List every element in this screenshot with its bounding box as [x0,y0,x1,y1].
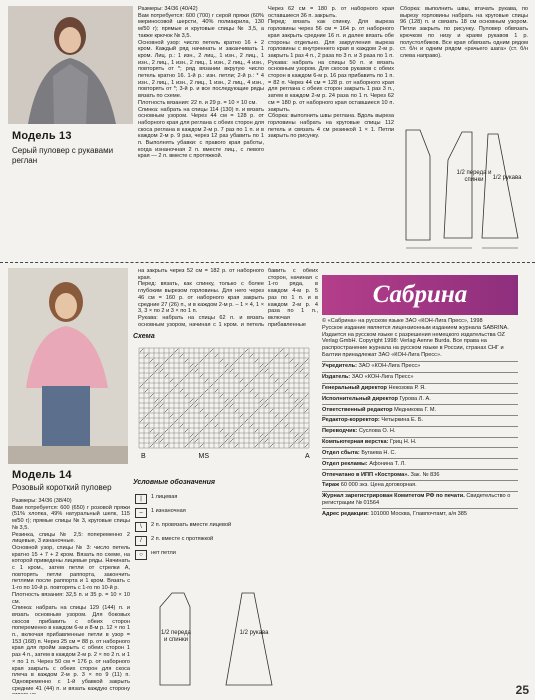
stitch-mark [300,364,303,367]
stitch-mark [220,359,223,362]
stitch-mark [265,399,268,402]
stitch-mark [225,364,228,367]
stitch-mark [290,359,293,362]
stitch-mark [190,434,193,437]
stitch-mark [165,394,168,397]
stitch-mark [205,424,208,427]
legend-title: Условные обозначения [133,479,216,486]
stitch-mark [180,389,183,392]
section-divider [0,262,535,263]
stitch-mark [185,394,188,397]
stitch-mark [205,354,208,357]
imprint-row: Компьютерная верстка: Гриц Н. Н. [322,437,518,448]
stitch-mark [300,369,303,372]
stitch-mark [190,364,193,367]
stitch-mark [180,414,183,417]
stitch-mark [235,429,238,432]
stitch-mark [215,414,218,417]
model13-text-col1: Размеры: 34/36 (40/42) Вам потребуется: 600 (700) г серой пряжи (60% мериносовой шерсти, 40% полиакрила, 130 м/50 г); прямые и круговые спицы № 3,5, а также крючок № 3,5. Основной узор: число петель кратно 16 + 2 кром. Каждый ряд начинать и заканчивать 1 кром. Лиц. р.: 1 изн., 2 лиц., 1 изн., 2 лиц., 1 изн., 2 лиц., 1 изн., 2 лиц., 1 изн., 2 лиц., 4 изн., повторять от *; ряд вязании вкругую число петель кратно 16. 1-й р.: изн. петли; 2-й р.: * 4 изн., 2 лиц., 1 изн., 2 лиц., 1 изн., 2 лиц., 4 изн., повторять от *; 3-й р. и все последующие ряды вязать по схеме. Плотность вязания: 22 п. и 29 р. = 10 × 10 см. Спинка: набрать на спицы 114 (130) п. и вязать основным узором. Через 44 см = 128 р. от наборного края для реглана с обеих сторон для скоса реглана в каждом 2-м р. 7 раз по 1 п. и в каждом 2-м р. 9 раз, через 12 раз убавить по 1 п. Выполнять убавки: с правого края работы, когда изнаночная 2 п. вместе лиц., с левого края — 2 п. вместе с протяжкой. [138,6,264,160]
model13-pattern-sleeve-label: 1/2 рукава [492,175,522,181]
stitch-mark [140,419,143,422]
imprint-row: Отпечатано в ИПП «Кострома». Зак. № 836 [322,469,518,480]
stitch-mark [190,369,193,372]
stitch-mark [240,414,243,417]
stitch-mark [285,389,288,392]
stitch-mark [300,404,303,407]
stitch-mark [255,409,258,412]
stitch-mark [295,404,298,407]
stitch-mark [195,364,198,367]
stitch-mark [300,399,303,402]
stitch-mark [295,439,298,442]
stitch-mark [230,439,233,442]
model13-pattern-diagram [400,120,530,260]
stitch-mark [190,439,193,442]
stitch-mark [215,389,218,392]
legend-item: | 1 лицевая [135,494,310,504]
sabrina-logo: Сабрина [322,275,518,315]
stitch-mark [220,374,223,377]
stitch-mark [160,434,163,437]
stitch-mark [230,434,233,437]
imprint-row: Отдел сбыта: Бугаева Н. С. [322,447,518,458]
stitch-mark [290,444,293,447]
stitch-mark [205,389,208,392]
stitch-mark [260,369,263,372]
stitch-grid [139,348,309,448]
stitch-mark [150,429,153,432]
stitch-mark [215,354,218,357]
stitch-mark [230,364,233,367]
stitch-mark [155,439,158,442]
imprint-row: Тираж 60 000 экз. Цена договорная. [322,480,518,491]
schema-marker: A [305,453,310,460]
stitch-mark [150,409,153,412]
imprint-row: Учредитель: ЗАО «КОН-Лига Пресс» [322,361,518,372]
stitch-mark [170,389,173,392]
stitch-mark [255,429,258,432]
stitch-mark [140,349,143,352]
stitch-mark [200,394,203,397]
stitch-mark [150,394,153,397]
stitch-mark [215,424,218,427]
stitch-mark [305,429,308,432]
stitch-mark [230,404,233,407]
stitch-mark [200,429,203,432]
stitch-mark [240,389,243,392]
stitch-mark [250,379,253,382]
model14-photo [8,268,128,464]
model14-text-top-col2: бавить с обеих сторон, начиная с 1-го ряда, в каждом 4-м р. 5 раз по 1 п. и в каждом 2-м р. 4 раза по 1 п., включая прибавленные [268,268,318,328]
stitch-mark [265,369,268,372]
stitch-mark [270,394,273,397]
stitch-mark [175,349,178,352]
stitch-mark [255,394,258,397]
stitch-mark [140,384,143,387]
model13-photo [8,6,133,124]
stitch-mark [165,409,168,412]
stitch-mark [235,409,238,412]
stitch-mark [285,414,288,417]
stitch-mark [240,379,243,382]
stitch-mark [260,404,263,407]
stitch-mark [210,349,213,352]
stitch-mark [230,369,233,372]
stitch-mark [185,444,188,447]
stitch-mark [155,364,158,367]
stitch-mark [290,394,293,397]
stitch-mark [275,354,278,357]
imprint-row: Генеральный директор Некозова Р. Я. [322,383,518,394]
stitch-mark [190,399,193,402]
imprint-row: Ответственный редактор Медникова Г. М. [322,404,518,415]
stitch-mark [220,409,223,412]
stitch-mark [295,364,298,367]
stitch-mark [210,419,213,422]
stitch-mark [235,359,238,362]
stitch-mark [185,374,188,377]
stitch-mark [180,424,183,427]
model14-subtitle: Розовый короткий пуловер [12,483,112,492]
stitch-mark [235,394,238,397]
stitch-mark [255,359,258,362]
stitch-mark [300,439,303,442]
stitch-mark [290,374,293,377]
stitch-mark [240,354,243,357]
stitch-mark [225,439,228,442]
stitch-mark [250,414,253,417]
legend [135,494,310,564]
stitch-mark [220,394,223,397]
schema-marker: B [141,453,146,460]
stitch-mark [225,399,228,402]
stitch-mark [170,424,173,427]
stitch-mark [150,374,153,377]
stitch-mark [225,369,228,372]
stitch-mark [235,444,238,447]
model13-pattern-front-label: 1/2 переда и спинки [456,170,492,184]
stitch-mark [165,429,168,432]
imprint-row: Переводчик: Суслова О. Н. [322,426,518,437]
stitch-mark [220,429,223,432]
model14-text-top-col1: на закрыть через 52 см = 182 р. от наборного края. Перед: вязать, как спинку, только с более глубоким вырезом горловины. Для него через 46 см = 160 р. от наборного края закрыть средние 27 (26) п., и в каждом 2-м р. – 1 × 4, 1 × 3, 3 × по 2 и 3 × по 1 п. Рукава: набрать на спицы 62 п. и вязать основным узором, начиная с 1 кром. и петель [138,268,264,328]
stitch-mark [245,384,248,387]
stitch-mark [155,369,158,372]
stitch-mark [200,409,203,412]
stitch-mark [305,374,308,377]
stitch-mark [155,399,158,402]
stitch-mark [165,374,168,377]
stitch-mark [200,444,203,447]
stitch-mark [180,354,183,357]
stitch-mark [175,384,178,387]
stitch-mark [195,404,198,407]
stitch-mark [195,439,198,442]
legend-item: \ 2 п. провязать вместе лицевой [135,522,310,532]
model13-text-col3: Сборка: выполнить швы, втачать рукава, по вырезу горловины набрать на круговые спицы 96 (128) п. и связать 18 см основным узором. Петли закрыть по рисунку. Пуловер обвязать крючком по низу и краям рукавов 1 р. полустолбиков. Все края обвязать одним рядом ст. б/н и одним рядом «рачьего шага» (ст. б/н слева направо). [400,6,528,59]
stitch-mark [175,419,178,422]
stitch-mark [205,379,208,382]
stitch-mark [200,374,203,377]
stitch-mark [225,404,228,407]
stitch-mark [150,359,153,362]
stitch-mark [250,389,253,392]
stitch-mark [265,434,268,437]
stitch-mark [255,444,258,447]
stitch-mark [305,394,308,397]
stitch-mark [220,444,223,447]
stitch-mark [260,364,263,367]
schema-title: Схема [133,333,155,340]
stitch-mark [260,434,263,437]
legend-symbol: – [135,508,147,518]
stitch-mark [200,359,203,362]
model14-pattern-sleeve-label: 1/2 рукава [239,630,269,636]
stitch-mark [145,414,148,417]
stitch-mark [250,424,253,427]
imprint-row: Адрес редакции: 101000 Москва, Главпочтамт, а/я 385 [322,508,518,519]
stitch-mark [185,429,188,432]
stitch-mark [165,359,168,362]
stitch-mark [285,379,288,382]
stitch-mark [145,424,148,427]
stitch-mark [270,359,273,362]
imprint-row: Исполнительный директор Гурова Л. А. [322,393,518,404]
stitch-mark [195,399,198,402]
stitch-mark [305,359,308,362]
imprint-row: Журнал зарегистрирован Комитетом РФ по печати. Свидетельство о регистрации № 01564 [322,491,518,509]
stitch-mark [190,404,193,407]
model14-text-left: Размеры: 34/36 (38/40) Вам потребуется: 600 (650) г розовой пряжи (51% хлопка, 49% натуральный шелк, 115 м/50 г); прямые спицы № 3, круговые спицы № 3,5. Резинка, спицы № 2,5: попеременно 2 лицевые, 3 изнаночные. Основной узор, спицы № 3: число петель кратно 15 + 7 + 2 кром. Вязать по схеме, на которой приведены лицевые ряды. Начинать с 1 кром., затем петли от стрелки A, повторять петли раппорта, закончить петлями после раппорта и 1 кром. Вязать с 1-го по 10-й р. повторять с 1-го по 10-й р. Плотность вязания: 32,5 п. и 35 р. = 10 × 10 см. Спинка: набрать на спицы 129 (144) п. и вязать основным узором. Для боковых скосов прибавить с обеих сторон попеременно в каждом 6-м и 8-м р. 12 × по 1 п., включая прибавленные петли в узор = 153 (168) п. Через 25 см = 88 р. от наборного края для пройм закрыть с обеих сторон 1 раз 4 п., затем в каждом 2-м р. 2 × по 2 п. и 1 × по 1 п. Через 50 см = 176 р. от наборного края закрыть с обеих сторон для скоса плеча в каждом 2-м р. 3 × по 9 (11) п. Одновременно с 1-й убавкой закрыть средние 41 (44) п. и вязать каждую сторону [12,498,130,692]
stitch-mark [265,404,268,407]
stitch-mark [290,409,293,412]
stitch-mark [185,359,188,362]
stitch-mark [260,439,263,442]
stitch-mark [215,379,218,382]
legend-symbol: \ [135,522,147,532]
stitch-mark [180,379,183,382]
stitch-mark [255,374,258,377]
magazine-imprint [322,318,518,519]
model14-title: Модель 14 [12,469,72,481]
stitch-mark [270,444,273,447]
stitch-mark [250,354,253,357]
stitch-mark [240,424,243,427]
stitch-mark [170,379,173,382]
stitch-mark [205,414,208,417]
stitch-mark [155,434,158,437]
model13-subtitle: Серый пуловер с рукавами реглан [12,146,114,165]
stitch-mark [280,349,283,352]
stitch-mark [160,399,163,402]
stitch-mark [295,369,298,372]
stitch-mark [245,349,248,352]
legend-item: – 1 изнаночная [135,508,310,518]
stitch-mark [185,409,188,412]
stitch-chart [135,344,315,472]
stitch-mark [235,374,238,377]
stitch-mark [275,389,278,392]
stitch-mark [285,354,288,357]
legend-symbol: ○ [135,550,147,560]
imprint-row: Отдел рекламы: Афонина Т. Л. [322,458,518,469]
stitch-mark [155,404,158,407]
stitch-mark [275,379,278,382]
stitch-mark [270,374,273,377]
stitch-mark [295,399,298,402]
model14-pattern-front-label: 1/2 переда и спинки [161,630,191,644]
stitch-mark [145,354,148,357]
stitch-mark [245,419,248,422]
stitch-mark [305,409,308,412]
stitch-mark [290,429,293,432]
model13-title: Модель 13 [12,130,72,142]
stitch-mark [145,379,148,382]
stitch-mark [260,399,263,402]
stitch-mark [160,369,163,372]
legend-item: ○ нет петли [135,550,310,560]
stitch-mark [300,434,303,437]
stitch-mark [275,424,278,427]
stitch-mark [225,434,228,437]
stitch-mark [305,444,308,447]
page-number: 25 [515,683,529,698]
stitch-mark [270,429,273,432]
stitch-mark [275,414,278,417]
model13-text-col2: Через 62 см = 180 р. от наборного края оставшиеся 36 п. закрыть. Перед: вязать как спинку. Для выреза горловины через 56 см = 164 р. от наборного края закрыть средние 16 п. и далее вязать обе стороны отдельно. Для закругления выреза горловины с внутреннего края в каждом 2-м р. закрыть 1 раз 4 п., 2 раза по 3 п. и 3 раза по 1 п. Рукава: набрать на спицы 50 п. и вязать основным узором. Для скосов рукавов с обеих сторон в каждом 6-м р. 16 раз прибавить по 1 п. = 82 п. Через 44 см = 128 р. от наборного края для реглана с обеих сторон закрыть 1 раз 3 п., затем в каждом 2-м р. 24 раза по 1 п. Через 62 см = 180 р. от наборного края оставшиеся 10 п. закрыть. Сборка: выполнить швы реглана. Вдоль выреза горловины набрать на круговые спицы 112 петель и связать 4 см резинкой 1 × 1. Петли закрыть по рисунку. [268,6,394,140]
stitch-mark [270,409,273,412]
schema-marker: MS [198,453,209,460]
stitch-mark [160,404,163,407]
stitch-mark [280,384,283,387]
stitch-mark [170,414,173,417]
stitch-mark [160,364,163,367]
stitch-mark [170,354,173,357]
stitch-mark [145,389,148,392]
stitch-mark [210,384,213,387]
imprint-row: Редактор-корректор: Четыркина Е. Б. [322,415,518,426]
stitch-mark [150,444,153,447]
imprint-row: Издатель: ЗАО «КОН-Лига Пресс» [322,372,518,383]
stitch-mark [265,364,268,367]
stitch-mark [195,434,198,437]
stitch-mark [160,439,163,442]
stitch-mark [230,399,233,402]
stitch-mark [195,369,198,372]
stitch-mark [295,434,298,437]
stitch-mark [265,439,268,442]
legend-symbol: / [135,536,147,546]
stitch-mark [165,444,168,447]
imprint-intro: © «Сабрина» на русском языке ЗАО «КОН-Лига Пресс», 1998 Русское издание является лицензионным изданием журнала SABRINA. Издается на русском языке с разрешения немецкого издательства OZ Verlag GmbH. Copyright 1998: Verlag Aenne Burda. Все права на распространение журнала на русском языке в России, странах СНГ и Балтии принадлежат ЗАО «КОН-Лига Пресс». [322,318,509,359]
stitch-mark [285,424,288,427]
stitch-mark [280,419,283,422]
legend-item: / 2 п. вместе с протяжкой [135,536,310,546]
legend-symbol: | [135,494,147,504]
